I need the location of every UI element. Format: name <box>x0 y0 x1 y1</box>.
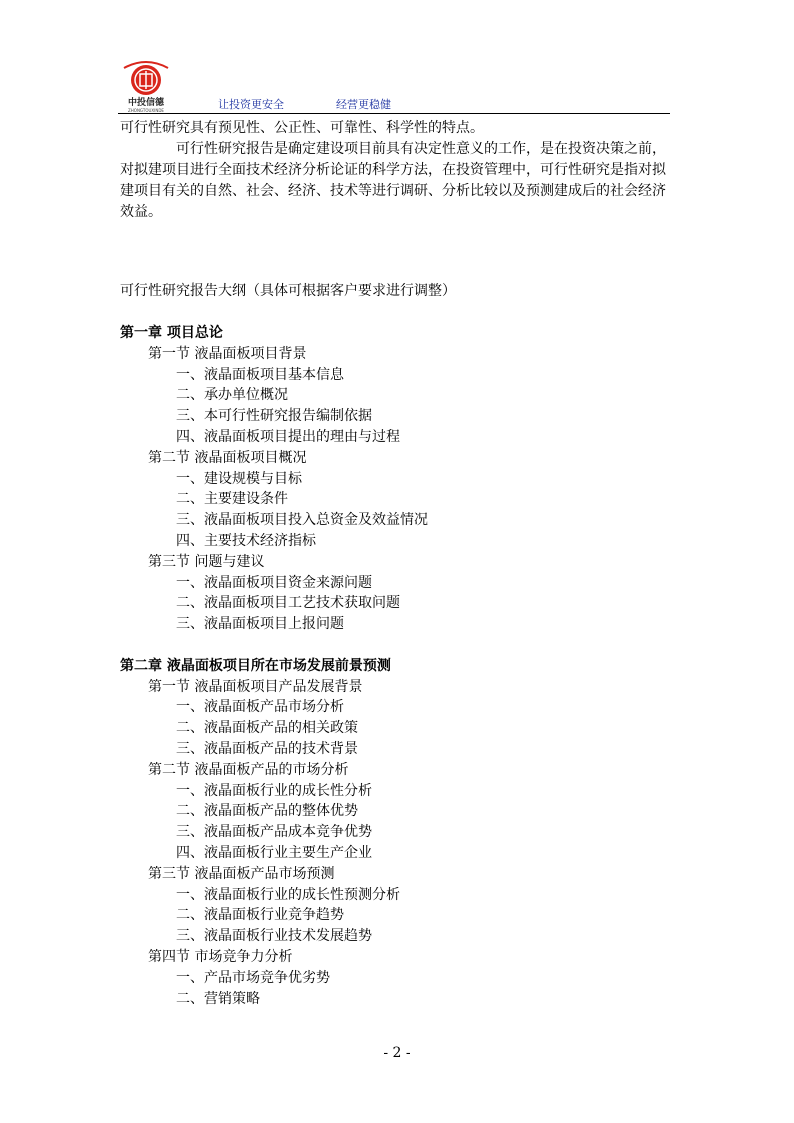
outline-item: 四、液晶面板项目提出的理由与过程 <box>176 428 400 445</box>
outline-item: 一、建设规模与目标 <box>176 470 302 487</box>
outline-item: 二、营销策略 <box>176 990 260 1007</box>
outline-item: 三、液晶面板项目上报问题 <box>176 616 344 633</box>
outline-item: 二、液晶面板产品的相关政策 <box>176 720 358 737</box>
outline-item: 一、液晶面板行业的成长性分析 <box>176 782 372 799</box>
outline-item: 四、液晶面板行业主要生产企业 <box>176 844 372 861</box>
outline-item: 三、液晶面板产品的技术背景 <box>176 740 358 757</box>
page-header <box>118 58 670 114</box>
header-rule <box>118 113 670 114</box>
section-heading: 第二节 液晶面板产品的市场分析 <box>148 761 349 778</box>
outline-list <box>120 323 680 1009</box>
intro-line: 可行性研究具有预见性、公正性、可靠性、科学性的特点。 <box>120 120 484 136</box>
svg-text:ZHONGTOUXINDE: ZHONGTOUXINDE <box>128 108 164 113</box>
section-heading: 第一节 液晶面板项目背景 <box>148 345 307 362</box>
outline-item: 三、液晶面板项目投入总资金及效益情况 <box>176 512 428 529</box>
section-heading: 第一节 液晶面板项目产品发展背景 <box>148 678 363 695</box>
chapter-spacer <box>120 635 680 656</box>
section-heading: 第三节 问题与建议 <box>148 553 265 570</box>
slogan-stability: 经营更稳健 <box>336 98 391 111</box>
intro-paragraph: 可行性研究报告是确定建设项目前具有决定性意义的工作，是在投资决策之前，对拟建项目进行全面技术经济分析论证的科学方法，在投资管理中，可行性研究是指对拟建项目有关的自然、社会、经济、技术等进行调研、分析比较以及预测建成后的社会经济效益。 <box>120 141 666 220</box>
outline-item: 二、液晶面板项目工艺技术获取问题 <box>176 595 400 612</box>
outline-item: 二、主要建设条件 <box>176 491 288 508</box>
section-heading: 第四节 市场竞争力分析 <box>148 948 293 965</box>
outline-item: 四、主要技术经济指标 <box>176 532 316 549</box>
outline-item: 一、液晶面板项目基本信息 <box>176 366 344 383</box>
outline-item: 三、液晶面板行业技术发展趋势 <box>176 928 372 945</box>
page-number: - 2 - <box>383 1045 411 1061</box>
outline-item: 一、液晶面板项目资金来源问题 <box>176 574 372 591</box>
chapter-heading: 第一章 项目总论 <box>120 325 223 341</box>
outline-item: 一、液晶面板行业的成长性预测分析 <box>176 886 400 903</box>
section-heading: 第二节 液晶面板项目概况 <box>148 449 307 466</box>
chapter-heading: 第二章 液晶面板项目所在市场发展前景预测 <box>120 657 391 674</box>
company-logo <box>118 58 174 114</box>
outline-item: 二、液晶面板行业竞争趋势 <box>176 907 344 924</box>
outline-item: 一、产品市场竞争优劣势 <box>176 969 330 986</box>
outline-item: 二、液晶面板产品的整体优势 <box>176 803 358 820</box>
outline-item: 三、液晶面板产品成本竞争优势 <box>176 824 372 841</box>
outline-title: 可行性研究报告大纲（具体可根据客户要求进行调整） <box>120 283 456 299</box>
outline-item: 一、液晶面板产品市场分析 <box>176 699 344 716</box>
svg-text:中投信德: 中投信德 <box>127 98 165 108</box>
slogan-safety: 让投资更安全 <box>218 98 284 111</box>
intro-text <box>120 118 674 223</box>
outline-item: 二、承办单位概况 <box>176 387 288 404</box>
section-heading: 第三节 液晶面板产品市场预测 <box>148 865 335 882</box>
outline-item: 三、本可行性研究报告编制依据 <box>176 408 372 425</box>
